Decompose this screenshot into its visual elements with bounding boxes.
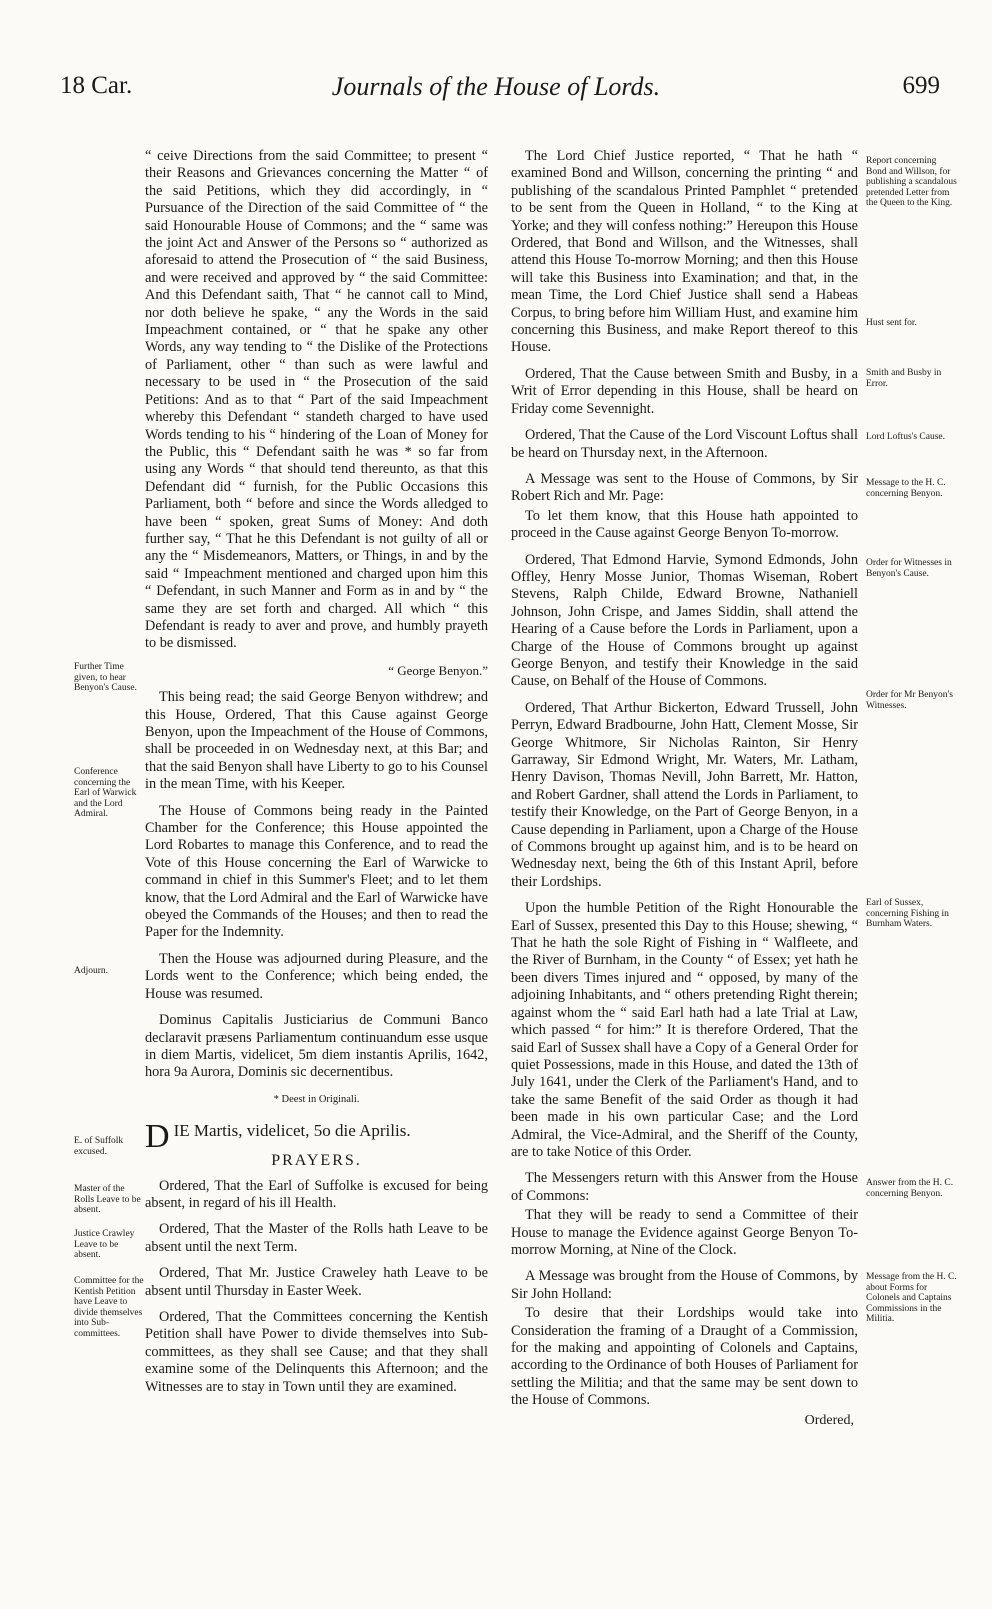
- margin-note: Hust sent for.: [866, 318, 917, 328]
- paragraph-adjourned-pleasure: Then the House was adjourned during Pleasure, and the Lords went to the Conference; which being ended, the House was resumed.: [145, 950, 488, 1002]
- margin-note: Order for Witnesses in Benyon's Cause.: [866, 558, 952, 579]
- margin-note: Earl of Sussex, concerning Fishing in Burnham Waters.: [866, 898, 949, 929]
- page-number: 699: [902, 72, 940, 99]
- margin-note: Message from the H. C. about Forms for Colonels and Captains Commissions in the Militia.: [866, 1272, 957, 1324]
- margin-note: E. of Suffolk excused.: [74, 1136, 124, 1157]
- paragraph-messengers-return: The Messengers return with this Answer from the House of Commons:: [511, 1170, 858, 1204]
- margin-note: Further Time given, to hear Benyon's Cause.: [74, 662, 137, 693]
- margin-note: Conference concerning the Earl of Warwick and the Lord Admiral.: [74, 767, 137, 819]
- paragraph-kentish-petition: Ordered, That the Committees concerning the Kentish Petition shall have Power to divide themselves into Sub-committees, as they shall see Cause; and that they shall examine some of the Delinquents this Afternoon; and the Witnesses are to stay in Town until they are examined.: [145, 1308, 488, 1395]
- drop-cap: D: [145, 1118, 170, 1156]
- paragraph-loftus: Ordered, That the Cause of the Lord Viscount Loftus shall be heard on Thursday next, in the Afternoon.: [511, 427, 858, 461]
- margin-note: Answer from the H. C. concerning Benyon.: [866, 1178, 954, 1199]
- paragraph-smith-busby: Ordered, That the Cause between Smith and Busby, in a Writ of Error depending in this House, shall be heard on Friday come Sevennight.: [511, 365, 858, 417]
- left-column: [145, 148, 488, 1405]
- paragraph-benyon-withdrew: This being read; the said George Benyon withdrew; and this House, Ordered, That this Cause against George Benyon, upon the Impeachment of the House of Commons, shall be proceeded in on Wednesday next, at this Bar; and that the said Benyon shall have Liberty to go to his Counsel in the mean Time, with his Keeper.: [145, 689, 488, 793]
- right-column: [511, 148, 858, 1429]
- paragraph-conference: The House of Commons being ready in the Painted Chamber for the Conference; this House appointed the Lord Robartes to manage this Conference, and to read the Vote of this House concerning the Earl of Warwicke to command in chief in this Summer's Fleet; and to let them know, that the Lord Admiral and the Earl of Warwicke have obeyed the Commands of the Houses; and then to read the Paper for the Indemnity.: [145, 802, 488, 941]
- margin-note: Report concerning Bond and Willson, for publishing a scandalous pretended Letter from the Queen to the King.: [866, 156, 957, 208]
- paragraph-earl-sussex: Upon the humble Petition of the Right Honourable the Earl of Sussex, presented this Day to this House; shewing, “ That he hath the sole Right of Fishing in “ Walfleete, and the River of Burnham, in the County “ of Essex; yet hath he been divers Times injured and “ opposed, by many of the adjoining Inhabitants, and “ others pretending Right therein; against whom the “ said Earl hath had a late Trial at Law, which passed “ for him:” It is therefore Ordered, That the said Earl of Sussex shall have a Copy of a General Order for quiet Possessions, made in this House, and dated the 13th of July 1641, under the Clerk of the Parliament's Hand, and to take the same Benefit of the said Order as though it had been made in his own particular Case; and the Lord Admiral, the Vice-Admiral, and the Sheriff of the County, are to take Notice of this Order.: [511, 900, 858, 1160]
- paragraph-adjournment-latin: Dominus Capitalis Justiciarius de Communi Banco declaravit præsens Parliamentum continuandum esse usque in diem Martis, videlicet, 5m diem instantis Aprilis, 1642, hora 9a Aurora, Dominis sic decernentibus.: [145, 1012, 488, 1081]
- paragraph-master-rolls: Ordered, That the Master of the Rolls hath Leave to be absent until the next Term.: [145, 1221, 488, 1255]
- catchword: Ordered,: [804, 1412, 854, 1428]
- paragraph-militia-commission: To desire that their Lordships would take into Consideration the framing of a Draught of a Commission, for the making and appointing of Colonels and Captains, according to the Ordinance of both Houses of Parliament for settling the Militia; and that the same may be sent down to the House of Commons.: [511, 1305, 858, 1409]
- margin-note: Order for Mr Benyon's Witnesses.: [866, 690, 953, 711]
- paragraph-message-content: To let them know, that this House hath appointed to proceed in the Cause against George Benyon To-morrow.: [511, 507, 858, 542]
- paragraph-message-received: A Message was brought from the House of Commons, by Sir John Holland:: [511, 1268, 858, 1302]
- date-heading-text: IE Martis, videlicet, 5o die Aprilis.: [173, 1121, 411, 1141]
- prayers-heading: PRAYERS.: [271, 1152, 362, 1170]
- margin-note: Committee for the Kentish Petition have Leave to divide themselves into Sub-committees.: [74, 1276, 144, 1339]
- benyon-answer-text: “ ceive Directions from the said Committee; to present “ their Reasons and Grievances concerning the Matter “ of the said Petitions, which they did accordingly, in “ Pursuance of the Direction of the said Committee of “ the said Honourable House of Commons; and the “ same was the joint Act and Answer of the Persons so “ authorized as aforesaid to attend the Prosecution of “ the said Business, and were received and approved by “ the said Committee: And this Defendant saith, That “ he cannot call to Mind, nor doth believe he spake, “ any the Words in the said Impeachment contained, or “ that he spake any other Words, any way tending to “ the Dislike of the Protections of Parliament, other “ than such as were lawful and necessary to be used in “ the Prosecution of the said Petitions: And as to that “ Part of the said Impeachment whereby this Defendant “ standeth charged to have used Words tending to his “ hindering of the Loan of Money for the Public, this “ Defendant saith he was * so far from using any Words “ that should tend thereunto, as that this Defendant did “ furnish, for the Public Occasions this Parliament, both “ before and since the Words alledged to have been “ spoken, great Sums of Money: And doth further say, “ That he this Defendant is not guilty of all or any the “ Misdemeanors, Matters, or Things, in and by the said “ Impeachment mentioned and charged upon him this “ Defendant, in such Manner and Form as in and by “ the same they are set forth and charged. All which “ this Defendant is ready to aver and prove, and humbly prayeth to be dismissed.: [145, 148, 488, 652]
- header-title: Journals of the House of Lords.: [331, 72, 661, 101]
- margin-note: Message to the H. C. concerning Benyon.: [866, 478, 946, 499]
- paragraph-benyon-witnesses: Ordered, That Arthur Bickerton, Edward Trussell, John Perryn, Edward Bradbourne, John Hatt, Clement Mosse, Sir George Whitmore, Sir Nicholas Rainton, Sir Henry Garraway, Sir Edmond Wright, Mr. Waters, Mr. Latham, Henry Davison, Thomas Nevill, John Barrett, Mr. Hatton, and Robert Gardner, shall attend the Lords in Parliament, to testify their Knowledge, on the Part of George Benyon, in a Cause depending in Parliament, upon a Charge of the House of Commons brought up against him, and is to be heard on Wednesday next, being the 6th of this Instant April, before their Lordships.: [511, 699, 858, 890]
- paragraph-commons-answer: That they will be ready to send a Committee of their House to manage the Evidence against George Benyon To-morrow Morning, at Nine of the Clock.: [511, 1207, 858, 1258]
- paragraph-justice-craweley: Ordered, That Mr. Justice Craweley hath Leave to be absent until Thursday in Easter Week.: [145, 1265, 488, 1299]
- margin-note: Lord Loftus's Cause.: [866, 432, 946, 442]
- margin-note: Master of the Rolls Leave to be absent.: [74, 1184, 141, 1215]
- margin-note: Smith and Busby in Error.: [866, 368, 942, 389]
- footnote: * Deest in Originali.: [273, 1093, 360, 1105]
- paragraph-chief-justice-report: The Lord Chief Justice reported, “ That he hath “ examined Bond and Willson, concerning the printing “ and publishing of the scandalous Printed Pamphlet “ pretended to be sent from the Queen in Holland, “ to the King at Yorke; and they will confess nothing:” Hereupon this House Ordered, that Bond and Willson, and the Witnesses, shall attend this House To-morrow Morning; and then this House will take this Business into Examination; and that, in the mean Time, the Lord Chief Justice shall send a Habeas Corpus, to bring before him William Hust, and examine him concerning this Business, and make Report thereof to this House.: [511, 148, 858, 356]
- running-header: [0, 72, 992, 112]
- benyon-signature: “ George Benyon.”: [388, 662, 488, 678]
- paragraph-message-sent: A Message was sent to the House of Commons, by Sir Robert Rich and Mr. Page:: [511, 470, 858, 505]
- header-left: 18 Car.: [60, 72, 133, 99]
- margin-note: Adjourn.: [74, 966, 109, 976]
- date-heading: [145, 1118, 488, 1156]
- paragraph-suffolke-excused: Ordered, That the Earl of Suffolke is excused for being absent, in regard of his ill Health.: [145, 1177, 488, 1211]
- paragraph-commons-witnesses: Ordered, That Edmond Harvie, Symond Edmonds, John Offley, Henry Mosse Junior, Thomas Wiseman, Robert Stevens, Ralph Childe, Edward Browne, Nathaniell Johnson, John Crispe, and James Siddin, shall attend the Hearing of a Cause before the Lords in Parliament, upon a Charge of the House of Commons brought up against George Benyon, and testify their Knowledge in the said Cause, on Behalf of the House of Commons.: [511, 551, 858, 690]
- margin-note: Justice Crawley Leave to be absent.: [74, 1229, 135, 1260]
